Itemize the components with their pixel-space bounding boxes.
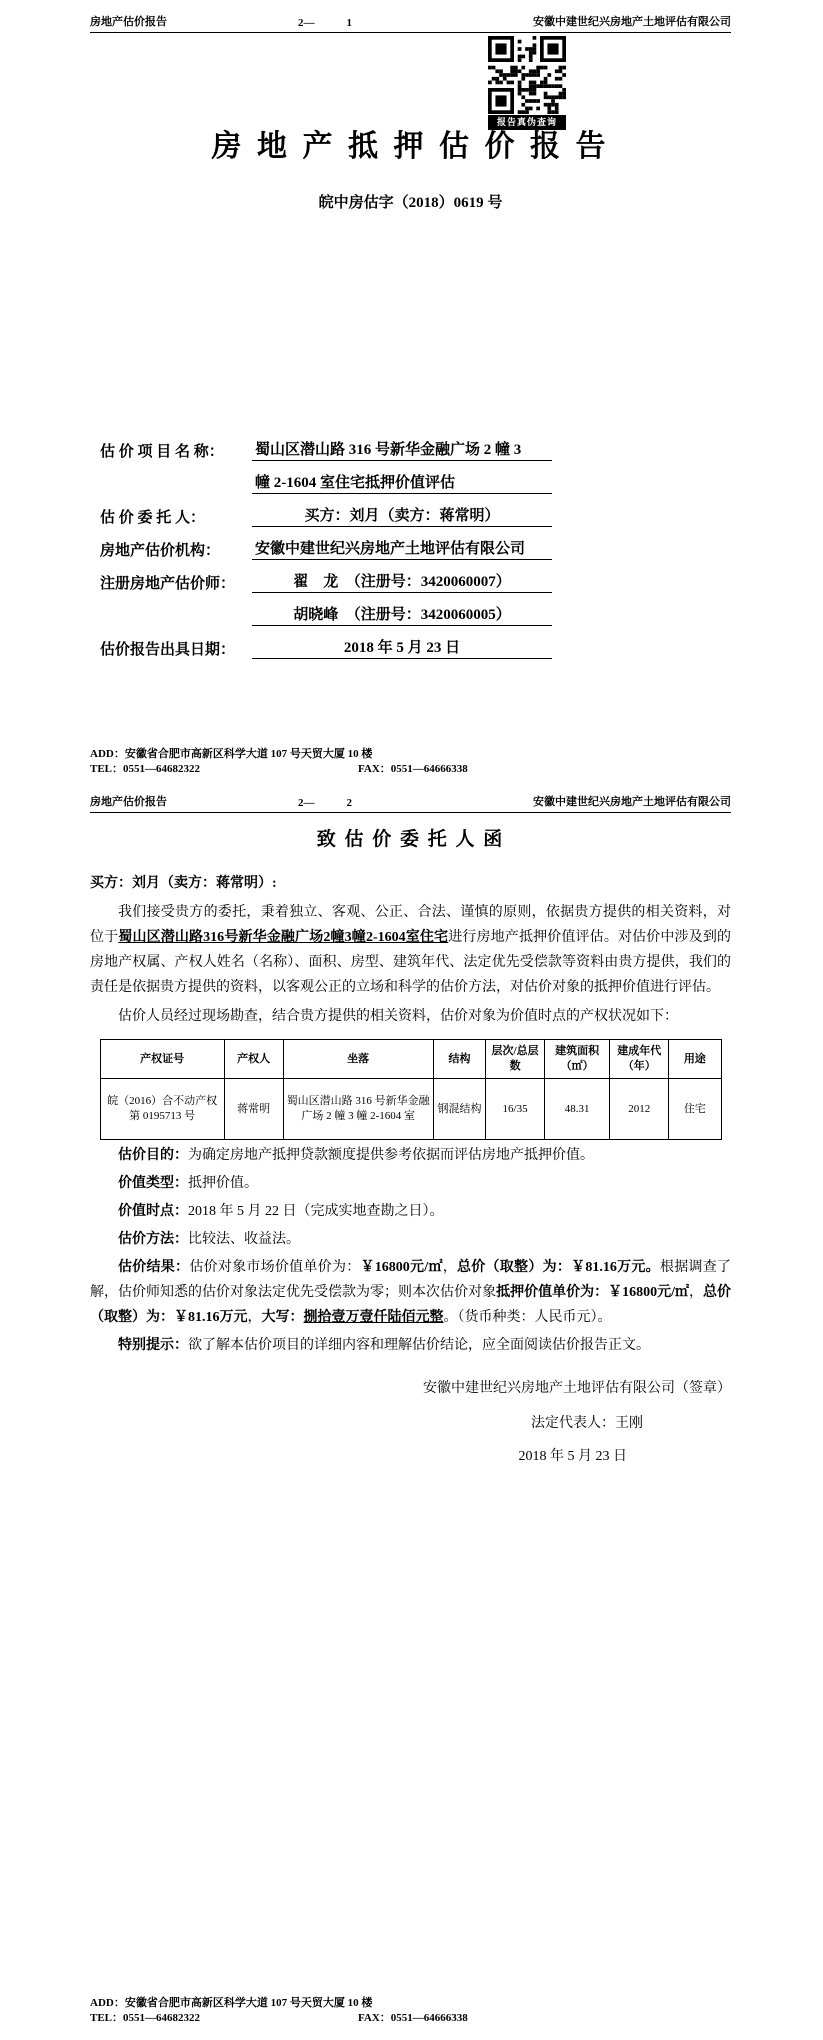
field-appraiser-1 [100, 560, 731, 593]
header-pages-prefix: 2— [298, 797, 315, 809]
item-text: 为确定房地产抵押贷款额度提供参考依据而评估房地产抵押价值。 [188, 1148, 594, 1163]
col-header-use: 用途 [669, 1040, 721, 1079]
field-value: 2018 年 5 月 23 日 [252, 636, 552, 659]
field-value: 安徽中建世纪兴房地产土地评估有限公司 [252, 537, 552, 560]
field-label: 房地产估价机构： [100, 543, 221, 559]
value-time-line [90, 1199, 731, 1224]
cell-owner: 蒋常明 [224, 1079, 283, 1140]
col-header-area: 建筑面积（㎡） [544, 1040, 609, 1079]
footer-fax: FAX：0551—64666338 [358, 763, 468, 775]
field-label: 估价报告出具日期： [100, 642, 236, 658]
property-rights-table [100, 1039, 722, 1140]
field-issue-date [100, 626, 731, 659]
mortgage-unit-price-value: 抵押价值单价为：￥16800元/㎡ [496, 1285, 689, 1300]
mortgage-total-price-value: 总价（取整）为：￥81.16万元 [90, 1285, 732, 1325]
qr-code-icon [488, 36, 566, 114]
text-segment: 估价对象市场价值单价为： [189, 1260, 361, 1275]
field-value: 翟 龙 （注册号：3420060007） [252, 570, 552, 593]
field-value: 买方：刘月（卖方：蒋常明） [252, 504, 552, 527]
signature-legal-rep: 法定代表人：王刚 [531, 1416, 643, 1431]
col-header-structure: 结构 [433, 1040, 485, 1079]
field-project-name-cont [100, 461, 731, 494]
item-label: 价值时点： [118, 1204, 188, 1219]
col-header-owner: 产权人 [224, 1040, 283, 1079]
footer-fax: FAX：0551—64666338 [358, 2012, 468, 2024]
item-text: 比较法、收益法。 [188, 1232, 300, 1247]
letter-paragraph-2: 估价人员经过现场勘查，结合贵方提供的相关资料，估价对象为价值时点的产权状况如下： [118, 1009, 678, 1024]
letter-salutation: 买方：刘月（卖方：蒋常明）: [90, 876, 277, 891]
field-value: 幢 2-1604 室住宅抵押价值评估 [252, 471, 552, 494]
header-page-number: 2 [346, 797, 352, 809]
field-label: 注册房地产估价师： [100, 576, 236, 592]
field-label: 估 价 委 托 人： [100, 510, 206, 526]
page-2 [0, 780, 823, 2040]
header-page-indicator [298, 797, 352, 809]
col-header-floor: 层次/总层数 [486, 1040, 545, 1079]
special-note-line [90, 1333, 731, 1358]
page-1 [0, 0, 823, 780]
field-agency [100, 527, 731, 560]
text-segment: ， [442, 1260, 457, 1275]
item-label: 价值类型： [118, 1176, 188, 1191]
col-header-year: 建成年代（年） [610, 1040, 669, 1079]
header-page-indicator [298, 17, 352, 29]
item-text: 2018 年 5 月 22 日（完成实地查勘之日）。 [188, 1204, 444, 1219]
text-segment: ， [247, 1310, 262, 1325]
cell-structure: 钢混结构 [433, 1079, 485, 1140]
value-type-line [90, 1171, 731, 1196]
cell-use: 住宅 [669, 1079, 721, 1140]
page-footer [90, 1996, 731, 2026]
text-segment: 我们接受贵方的委托，秉着独立、客观、公正、合法、谨慎的原则，依据贵方提供的相关资料，对位于 [90, 905, 731, 945]
field-value: 胡晓峰 （注册号：3420060005） [252, 603, 552, 626]
item-text: 抵押价值。 [188, 1176, 258, 1191]
footer-tel: TEL：0551—64682322 [90, 763, 201, 775]
table-row [100, 1079, 721, 1140]
text-segment: ， [689, 1285, 704, 1300]
header-company-name: 安徽中建世纪兴房地产土地评估有限公司 [533, 796, 731, 808]
letter-title: 致 估 价 委 托 人 函 [316, 829, 505, 850]
header-doc-title: 房地产估价报告 [90, 16, 167, 28]
result-line [90, 1255, 731, 1330]
col-header-location: 坐落 [283, 1040, 433, 1079]
qr-caption: 报告真伪查询 [488, 115, 566, 130]
footer-contacts [90, 762, 731, 777]
purpose-line [90, 1143, 731, 1168]
amount-in-words: 捌拾壹万壹仟陆佰元整 [303, 1310, 444, 1325]
method-line [90, 1227, 731, 1252]
field-appraiser-2 [100, 593, 731, 626]
page-header [90, 780, 731, 813]
footer-tel: TEL：0551—64682322 [90, 2012, 201, 2024]
field-project-name [100, 428, 731, 461]
item-label: 估价方法： [118, 1232, 188, 1247]
cell-location: 蜀山区潜山路 316 号新华金融广场 2 幢 3 幢 2-1604 室 [283, 1079, 433, 1140]
item-label: 估价目的： [118, 1148, 188, 1163]
cell-area: 48.31 [544, 1079, 609, 1140]
text-segment: 根据调查了解，估价师知悉的估价对象法定优先受偿款为零；则本次估价对象 [90, 1260, 732, 1300]
item-label: 估价结果： [118, 1260, 190, 1275]
header-doc-title: 房地产估价报告 [90, 796, 167, 808]
footer-contacts [90, 2011, 731, 2026]
property-name-highlight: 蜀山区潜山路316号新华金融广场2幢3幢2-1604室住宅 [118, 930, 449, 945]
field-value: 蜀山区潜山路 316 号新华金融广场 2 幢 3 [252, 438, 552, 461]
header-page-number: 1 [346, 17, 352, 29]
footer-address: ADD：安徽省合肥市高新区科学大道 107 号天贸大厦 10 楼 [90, 1997, 373, 2009]
field-label: 估 价 项 目 名 称： [100, 444, 224, 460]
cell-cert-no: 皖（2016）合不动产权第 0195713 号 [100, 1079, 224, 1140]
page-footer [90, 747, 731, 777]
col-header-cert-no: 产权证号 [100, 1040, 224, 1079]
text-segment: 。（货币种类：人民币元）。 [443, 1310, 612, 1325]
unit-price-value: ￥16800元/㎡ [360, 1260, 443, 1275]
letter-paragraph-1 [90, 900, 731, 1000]
header-company-name: 安徽中建世纪兴房地产土地评估有限公司 [533, 16, 731, 28]
item-label: 特别提示： [118, 1338, 188, 1353]
item-text: 欲了解本估价项目的详细内容和理解估价结论，应全面阅读估价报告正文。 [188, 1338, 650, 1353]
footer-address: ADD：安徽省合肥市高新区科学大道 107 号天贸大厦 10 楼 [90, 748, 373, 760]
text-segment: 进行房地产抵押价值评估。对估价中涉及到的房地产权属、产权人姓名（名称）、面积、房型、建筑年代、法定优先受偿款等资料由贵方提供，我们的责任是依据贵方提供的资料，以客观公正的立场和科学的估价方法，对估价对象的抵押价值进行评估。 [90, 930, 731, 995]
cell-year: 2012 [610, 1079, 669, 1140]
field-client [100, 494, 731, 527]
table-header-row [100, 1040, 721, 1079]
report-number: 皖中房估字（2018）0619 号 [318, 195, 503, 211]
signature-date: 2018 年 5 月 23 日 [518, 1449, 627, 1464]
report-title: 房 地 产 抵 押 估 价 报 告 [211, 130, 610, 163]
cell-floor: 16/35 [486, 1079, 545, 1140]
text-segment: 大写： [261, 1310, 304, 1325]
header-pages-prefix: 2— [298, 17, 315, 29]
total-price-value: 总价（取整）为：￥81.16万元。 [457, 1260, 660, 1275]
cover-fields [90, 428, 731, 659]
page-header [90, 0, 731, 33]
qr-verification-block [488, 36, 566, 130]
signature-company: 安徽中建世纪兴房地产土地评估有限公司（签章） [423, 1381, 731, 1396]
